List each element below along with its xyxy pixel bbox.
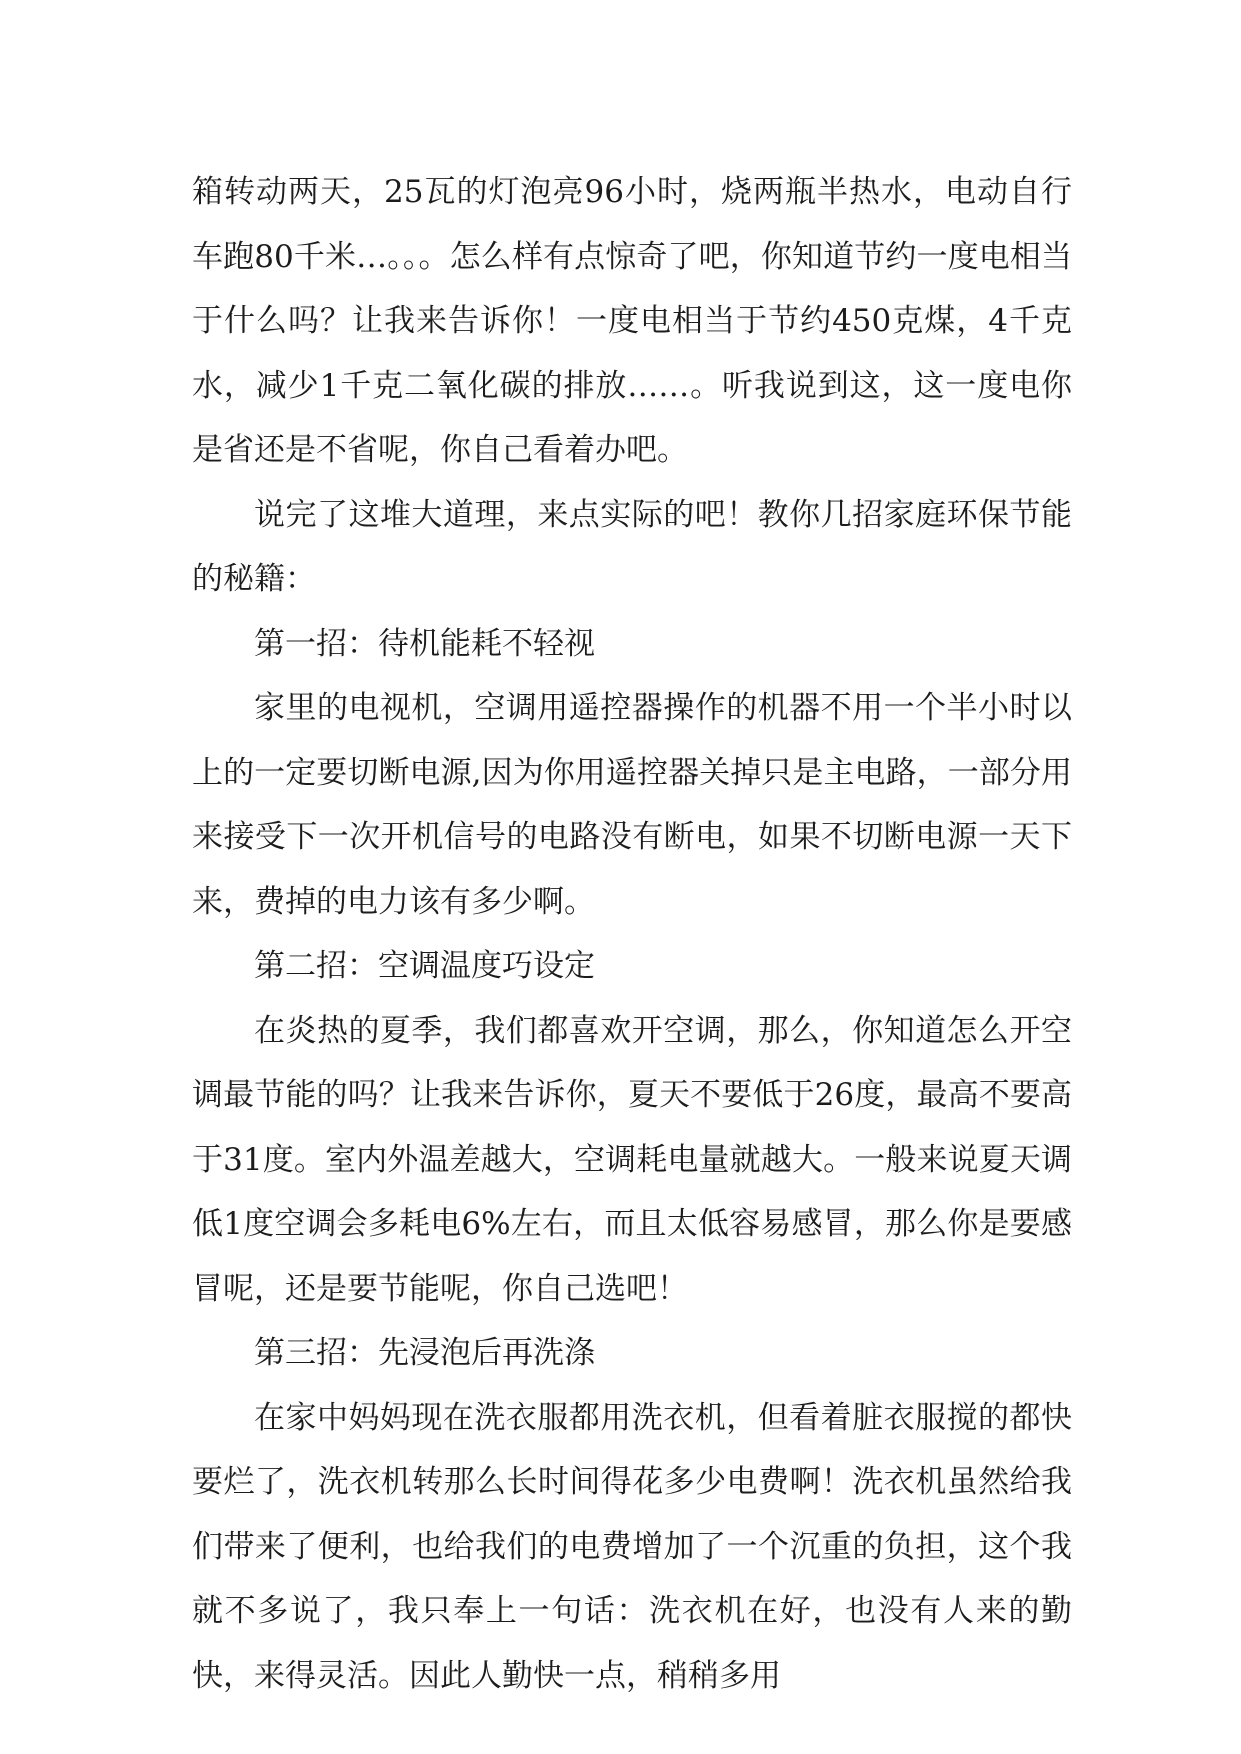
paragraph-intro-tips: 说完了这堆大道理，来点实际的吧！教你几招家庭环保节能的秘籍： [192, 496, 1072, 597]
paragraph-continued: 箱转动两天，25瓦的灯泡亮96小时，烧两瓶半热水，电动自行车跑80千米…。。。怎么样有点惊奇了吧，你知道节约一度电相当于什么吗？让我来告诉你！一度电相当于节约450克煤，4千克水，减少1千克二氧化碳的排放……。听我说到这，这一度电你是省还是不省呢，你自己看着办吧。 [192, 174, 1072, 468]
tip-heading-3: 第三招：先浸泡后再洗涤 [254, 1335, 595, 1371]
tip-heading-1: 第一招：待机能耗不轻视 [254, 625, 595, 662]
tip-body-1: 家里的电视机，空调用遥控器操作的机器不用一个半小时以上的一定要切断电源,因为你用遥控器关掉只是主电路，一部分用来接受下一次开机信号的电路没有断电，如果不切断电源一天下来，费掉的电力该有多少啊。 [192, 690, 1072, 920]
tip-heading-2: 第二招：空调温度巧设定 [254, 948, 595, 984]
tip-body-3: 在家中妈妈现在洗衣服都用洗衣机，但看着脏衣服搅的都快要烂了，洗衣机转那么长时间得花多少电费啊！洗衣机虽然给我们带来了便利，也给我们的电费增加了一个沉重的负担，这个我就不多说了，我只奉上一句话：洗衣机在好，也没有人来的勤快，来得灵活。因此人勤快一点，稍稍多用 [192, 1399, 1072, 1694]
document-body [192, 160, 1072, 1708]
tip-body-2: 在炎热的夏季，我们都喜欢开空调，那么，你知道怎么开空调最节能的吗？让我来告诉你，夏天不要低于26度，最高不要高于31度。室内外温差越大，空调耗电量就越大。一般来说夏天调低1度空调会多耗电6%左右，而且太低容易感冒，那么你是要感冒呢，还是要节能呢，你自己选吧！ [192, 1012, 1072, 1307]
